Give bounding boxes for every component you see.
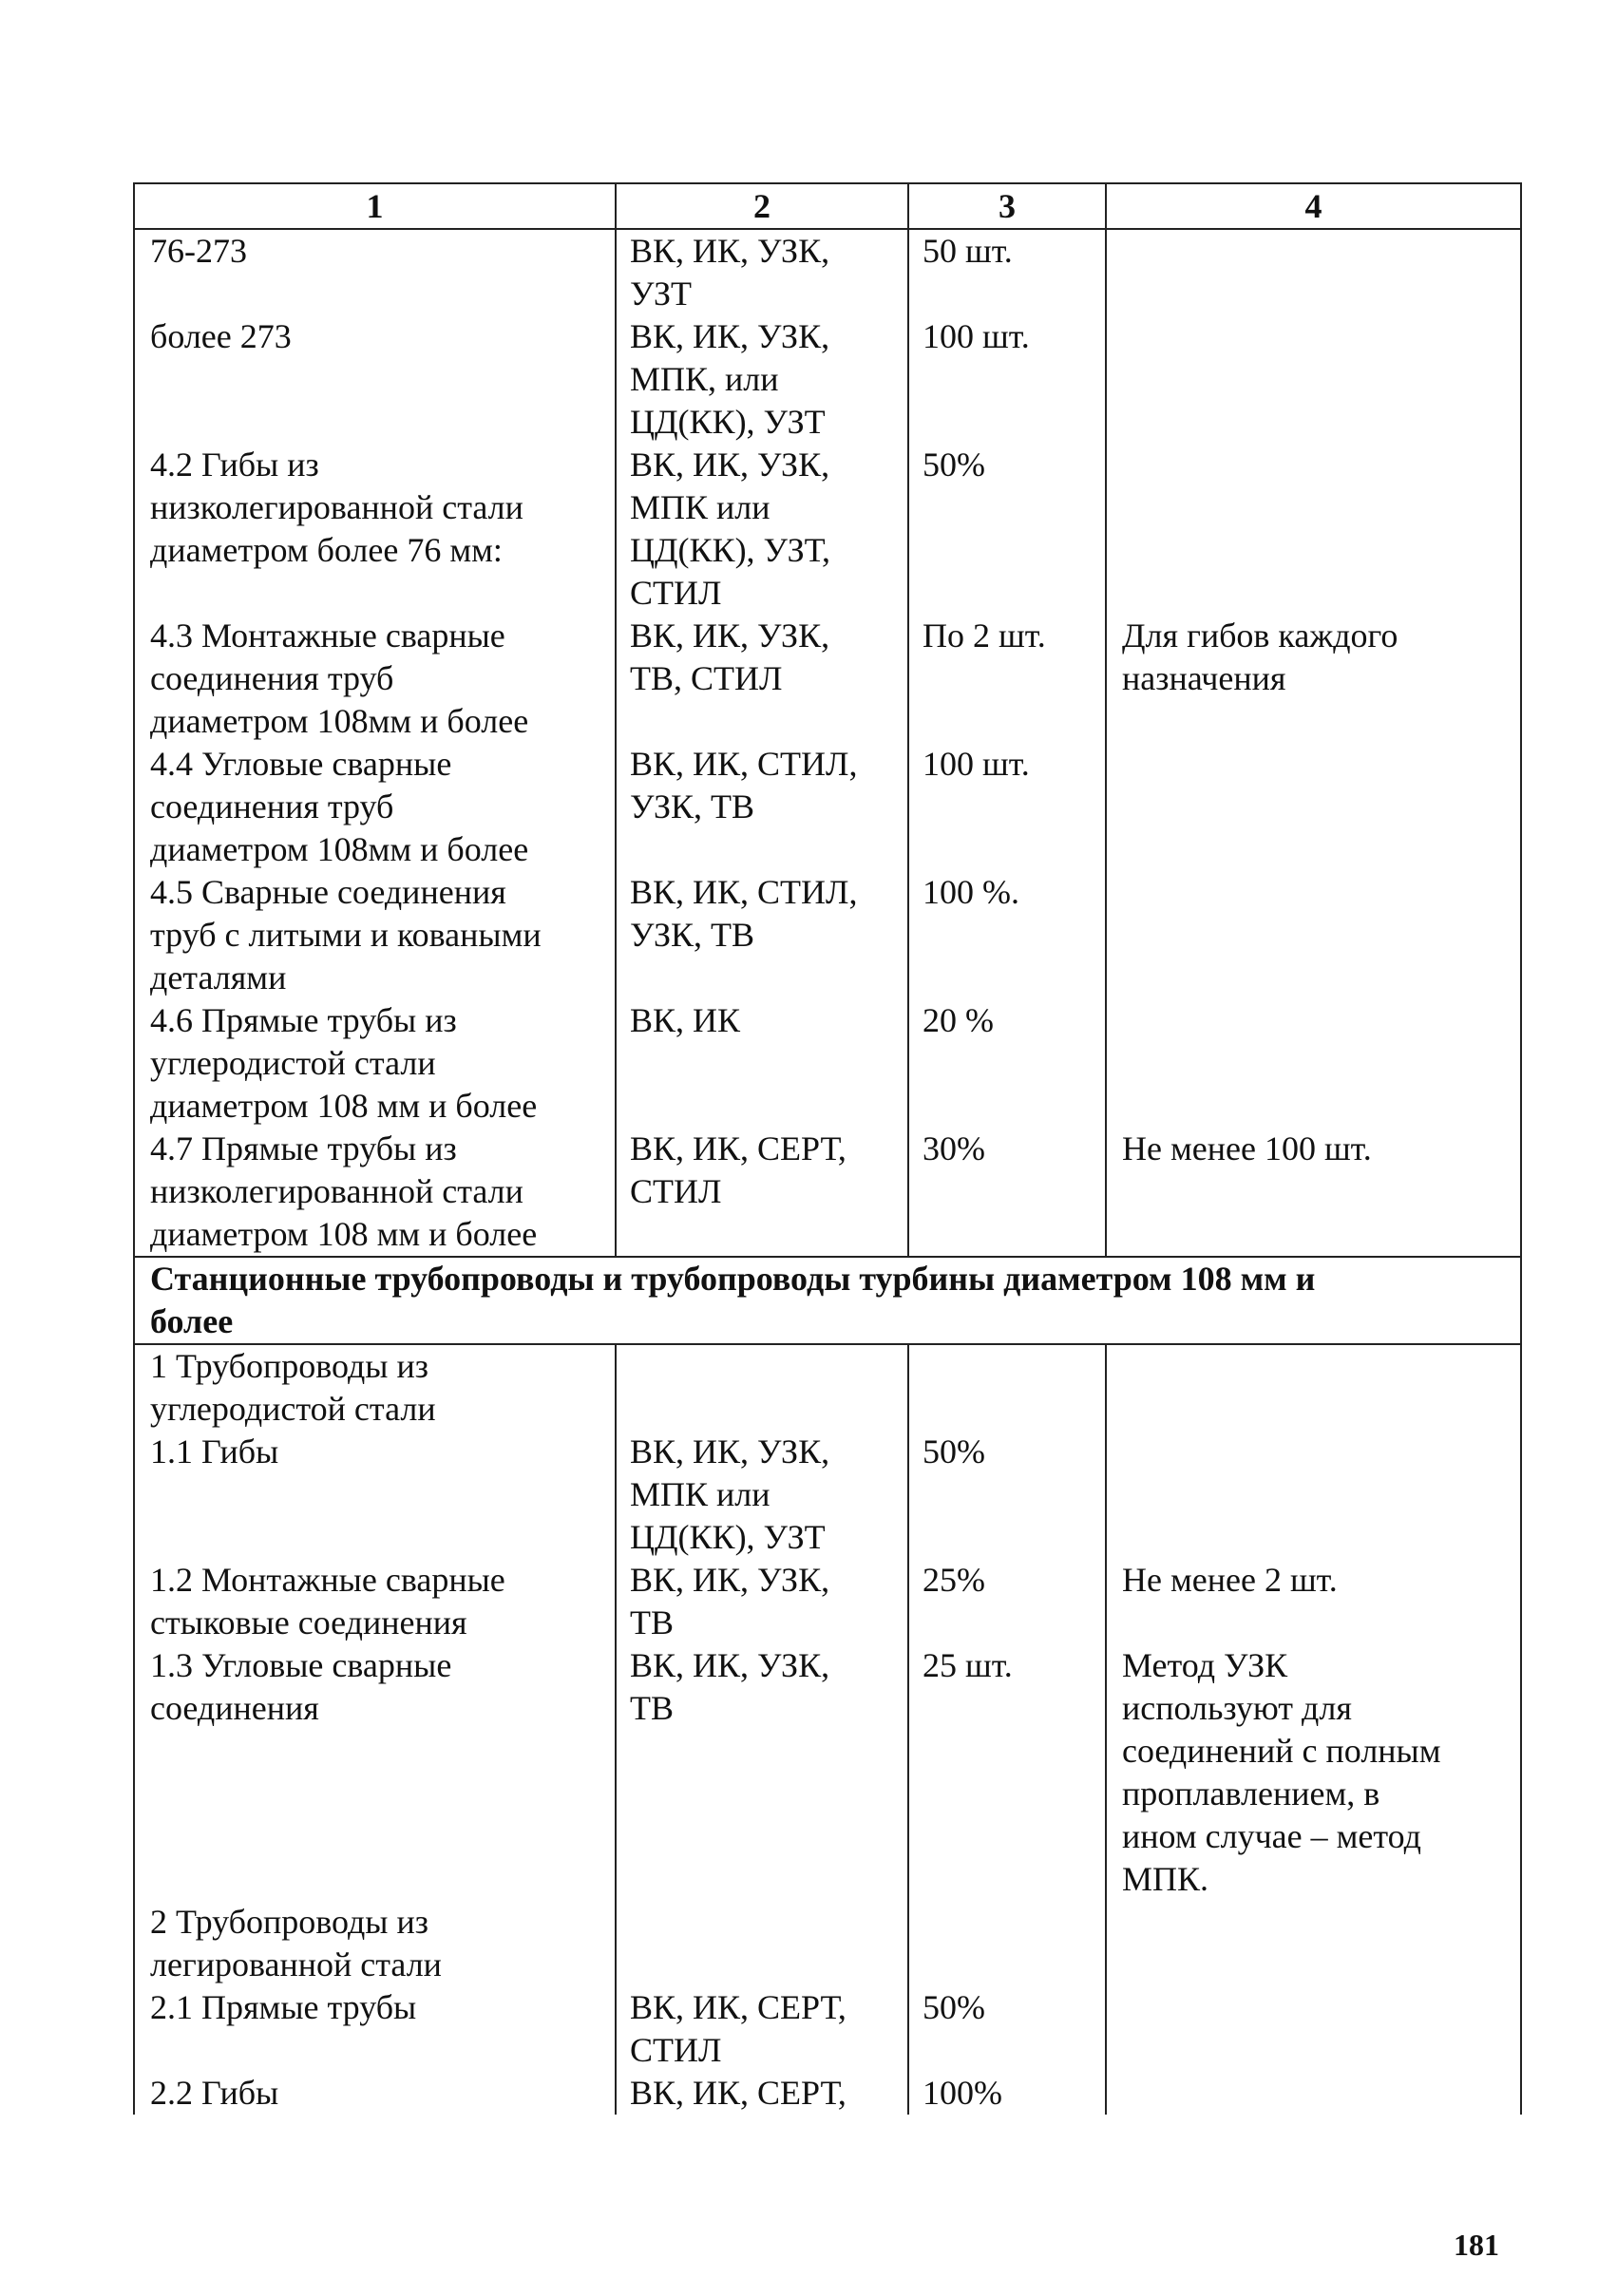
cell-text-line: МПК. (1122, 1860, 1209, 1898)
table-cell-col-2 (616, 444, 908, 615)
table-cell-col-3 (908, 2072, 1106, 2115)
cell-text-line: 76-273 (150, 232, 247, 270)
table-row (134, 871, 1521, 999)
cell-text-line: СТИЛ (630, 2031, 722, 2069)
cell-text-line: ВК, ИК, УЗК, (630, 317, 830, 355)
cell-text-line: УЗК, ТВ (630, 916, 755, 954)
header-cell-4: 4 (1106, 183, 1521, 229)
cell-text-line: МПК, или (630, 360, 779, 398)
table-row (134, 315, 1521, 444)
header-cell-2: 2 (616, 183, 908, 229)
table-cell-col-1 (134, 315, 616, 444)
cell-text-line: углеродистой стали (150, 1044, 436, 1082)
cell-text-line: 100 %. (923, 873, 1019, 911)
cell-text-line: диаметром 108 мм и более (150, 1215, 538, 1253)
table-header-row (134, 183, 1521, 229)
cell-text-line: ТВ (630, 1689, 675, 1727)
header-cell-3: 3 (908, 183, 1106, 229)
table-cell-col-4 (1106, 1901, 1521, 1986)
cell-text-line: 1.2 Монтажные сварные (150, 1561, 505, 1599)
header-cell-1: 1 (134, 183, 616, 229)
table-body (134, 183, 1521, 2115)
table-row (134, 1559, 1521, 1644)
cell-text-line: 50 шт. (923, 232, 1013, 270)
table-row (134, 743, 1521, 871)
cell-text-line: 50% (923, 1433, 985, 1471)
cell-text-line: 2.1 Прямые трубы (150, 1988, 417, 2026)
cell-text-line: ВК, ИК, СТИЛ, (630, 873, 858, 911)
table-cell-col-2 (616, 1901, 908, 1986)
table-cell-col-1 (134, 444, 616, 615)
table-cell-col-2 (616, 1644, 908, 1901)
table-cell-col-2 (616, 1344, 908, 1431)
cell-text-line: ВК, ИК, УЗК, (630, 446, 830, 484)
table-cell-col-2 (616, 229, 908, 315)
cell-text-line: углеродистой стали (150, 1390, 436, 1428)
cell-text-line: 100 шт. (923, 317, 1030, 355)
cell-text-line: диаметром 108мм и более (150, 702, 529, 740)
section-heading-row (134, 1257, 1521, 1344)
cell-text-line: назначения (1122, 659, 1286, 697)
cell-text-line: ВК, ИК, СЕРТ, (630, 1129, 847, 1167)
table-cell-col-4 (1106, 1128, 1521, 1257)
table-cell-col-1 (134, 1128, 616, 1257)
cell-text-line: ВК, ИК, УЗК, (630, 617, 830, 655)
cell-text-line: 1 Трубопроводы из (150, 1347, 428, 1385)
table-cell-col-1 (134, 2072, 616, 2115)
cell-text-line: УЗТ (630, 275, 693, 313)
cell-text-line: ВК, ИК, УЗК, (630, 1433, 830, 1471)
table-cell-col-4 (1106, 2072, 1521, 2115)
table-cell-col-3 (908, 229, 1106, 315)
cell-text-line: МПК или (630, 1475, 770, 1513)
cell-text-line: Не менее 2 шт. (1122, 1561, 1338, 1599)
table-cell-col-1 (134, 229, 616, 315)
cell-text-line: диаметром 108 мм и более (150, 1087, 538, 1125)
cell-text-line: соединения (150, 1689, 319, 1727)
cell-text-line: проплавлением, в (1122, 1774, 1380, 1812)
cell-text-line: ЦД(КК), УЗТ, (630, 531, 830, 569)
table-cell-col-4 (1106, 871, 1521, 999)
cell-text-line: 2 Трубопроводы из (150, 1903, 428, 1941)
cell-text-line: используют для (1122, 1689, 1352, 1727)
table-cell-col-3 (908, 1128, 1106, 1257)
table-row (134, 1901, 1521, 1986)
table-cell-col-3 (908, 315, 1106, 444)
table-cell-col-2 (616, 1986, 908, 2072)
table-cell-col-3 (908, 743, 1106, 871)
cell-text-line: 20 % (923, 1001, 994, 1039)
table-cell-col-4 (1106, 1344, 1521, 1431)
table-cell-col-1 (134, 1986, 616, 2072)
table-cell-col-2 (616, 999, 908, 1128)
cell-text-line: труб с литыми и коваными (150, 916, 542, 954)
cell-text-line: Не менее 100 шт. (1122, 1129, 1372, 1167)
table-row (134, 229, 1521, 315)
table-cell-col-1 (134, 1644, 616, 1901)
cell-text-line: 4.6 Прямые трубы из (150, 1001, 457, 1039)
table-cell-col-4 (1106, 1431, 1521, 1559)
cell-text-line: более 273 (150, 317, 292, 355)
cell-text-line: ВК, ИК, СТИЛ, (630, 745, 858, 783)
cell-text-line: ТВ, СТИЛ (630, 659, 783, 697)
cell-text-line: Для гибов каждого (1122, 617, 1398, 655)
cell-text-line: 1.1 Гибы (150, 1433, 279, 1471)
table-cell-col-1 (134, 1901, 616, 1986)
table-cell-col-2 (616, 1128, 908, 1257)
table-cell-col-2 (616, 1431, 908, 1559)
table-cell-col-4 (1106, 615, 1521, 743)
table-row (134, 999, 1521, 1128)
cell-text-line: ВК, ИК, СЕРТ, (630, 1988, 847, 2026)
table-cell-col-4 (1106, 999, 1521, 1128)
cell-text-line: 1.3 Угловые сварные (150, 1646, 452, 1684)
cell-text-line: ВК, ИК, СЕРТ, (630, 2074, 847, 2112)
cell-text-line: 100% (923, 2074, 1002, 2112)
table-cell-col-4 (1106, 444, 1521, 615)
table-cell-col-3 (908, 1431, 1106, 1559)
table-cell-col-1 (134, 743, 616, 871)
cell-text-line: 2.2 Гибы (150, 2074, 279, 2112)
table-cell-col-1 (134, 1344, 616, 1431)
table-cell-col-3 (908, 444, 1106, 615)
table-cell-col-3 (908, 871, 1106, 999)
cell-text-line: 4.2 Гибы из (150, 446, 319, 484)
cell-text-line: деталями (150, 958, 287, 996)
cell-text-line: 50% (923, 446, 985, 484)
table-cell-col-3 (908, 1644, 1106, 1901)
inspection-table (133, 182, 1522, 2115)
table-cell-col-2 (616, 2072, 908, 2115)
table-row (134, 1644, 1521, 1901)
table-cell-col-3 (908, 1344, 1106, 1431)
table-row (134, 2072, 1521, 2115)
table-cell-col-4 (1106, 229, 1521, 315)
cell-text-line: 100 шт. (923, 745, 1030, 783)
document-table-wrapper (133, 182, 1520, 2115)
cell-text-line: ЦД(КК), УЗТ (630, 403, 826, 441)
table-row (134, 1986, 1521, 2072)
cell-text-line: легированной стали (150, 1945, 442, 1983)
cell-text-line: ВК, ИК, УЗК, (630, 1646, 830, 1684)
section-heading (134, 1257, 1521, 1344)
table-cell-col-1 (134, 999, 616, 1128)
section-heading-line: Станционные трубопроводы и трубопроводы турбины диаметром 108 мм и (150, 1260, 1316, 1298)
table-cell-col-4 (1106, 1644, 1521, 1901)
table-cell-col-2 (616, 1559, 908, 1644)
table-cell-col-3 (908, 1901, 1106, 1986)
table-cell-col-3 (908, 1986, 1106, 2072)
table-cell-col-1 (134, 615, 616, 743)
cell-text-line: 4.7 Прямые трубы из (150, 1129, 457, 1167)
table-row (134, 444, 1521, 615)
table-cell-col-2 (616, 615, 908, 743)
table-row (134, 1128, 1521, 1257)
cell-text-line: ВК, ИК, УЗК, (630, 1561, 830, 1599)
cell-text-line: 4.5 Сварные соединения (150, 873, 506, 911)
cell-text-line: 50% (923, 1988, 985, 2026)
cell-text-line: ЦД(КК), УЗТ (630, 1518, 826, 1556)
cell-text-line: стыковые соединения (150, 1603, 467, 1641)
cell-text-line: соединений с полным (1122, 1732, 1441, 1770)
table-cell-col-1 (134, 1431, 616, 1559)
cell-text-line: низколегированной стали (150, 1172, 523, 1210)
table-cell-col-4 (1106, 743, 1521, 871)
cell-text-line: 4.4 Угловые сварные (150, 745, 452, 783)
cell-text-line: низколегированной стали (150, 488, 523, 526)
table-cell-col-2 (616, 743, 908, 871)
cell-text-line: СТИЛ (630, 1172, 722, 1210)
cell-text-line: ВК, ИК (630, 1001, 741, 1039)
cell-text-line: диаметром 108мм и более (150, 830, 529, 868)
table-row (134, 1431, 1521, 1559)
cell-text-line: соединения труб (150, 659, 394, 697)
cell-text-line: Метод УЗК (1122, 1646, 1288, 1684)
cell-text-line: МПК или (630, 488, 770, 526)
cell-text-line: СТИЛ (630, 574, 722, 612)
page-number: 181 (1454, 2228, 1499, 2262)
section-heading-line: более (150, 1302, 234, 1340)
cell-text-line: ином случае – метод (1122, 1817, 1421, 1855)
table-row (134, 615, 1521, 743)
table-row (134, 1344, 1521, 1431)
table-cell-col-1 (134, 1559, 616, 1644)
cell-text-line: По 2 шт. (923, 617, 1046, 655)
cell-text-line: УЗК, ТВ (630, 787, 755, 825)
table-cell-col-4 (1106, 315, 1521, 444)
cell-text-line: ВК, ИК, УЗК, (630, 232, 830, 270)
cell-text-line: 25% (923, 1561, 985, 1599)
cell-text-line: 25 шт. (923, 1646, 1013, 1684)
cell-text-line: соединения труб (150, 787, 394, 825)
cell-text-line: 4.3 Монтажные сварные (150, 617, 505, 655)
table-cell-col-1 (134, 871, 616, 999)
table-cell-col-3 (908, 999, 1106, 1128)
table-cell-col-4 (1106, 1559, 1521, 1644)
table-cell-col-4 (1106, 1986, 1521, 2072)
table-cell-col-2 (616, 871, 908, 999)
cell-text-line: ТВ (630, 1603, 675, 1641)
table-cell-col-3 (908, 1559, 1106, 1644)
cell-text-line: диаметром более 76 мм: (150, 531, 503, 569)
table-cell-col-3 (908, 615, 1106, 743)
cell-text-line: 30% (923, 1129, 985, 1167)
table-cell-col-2 (616, 315, 908, 444)
